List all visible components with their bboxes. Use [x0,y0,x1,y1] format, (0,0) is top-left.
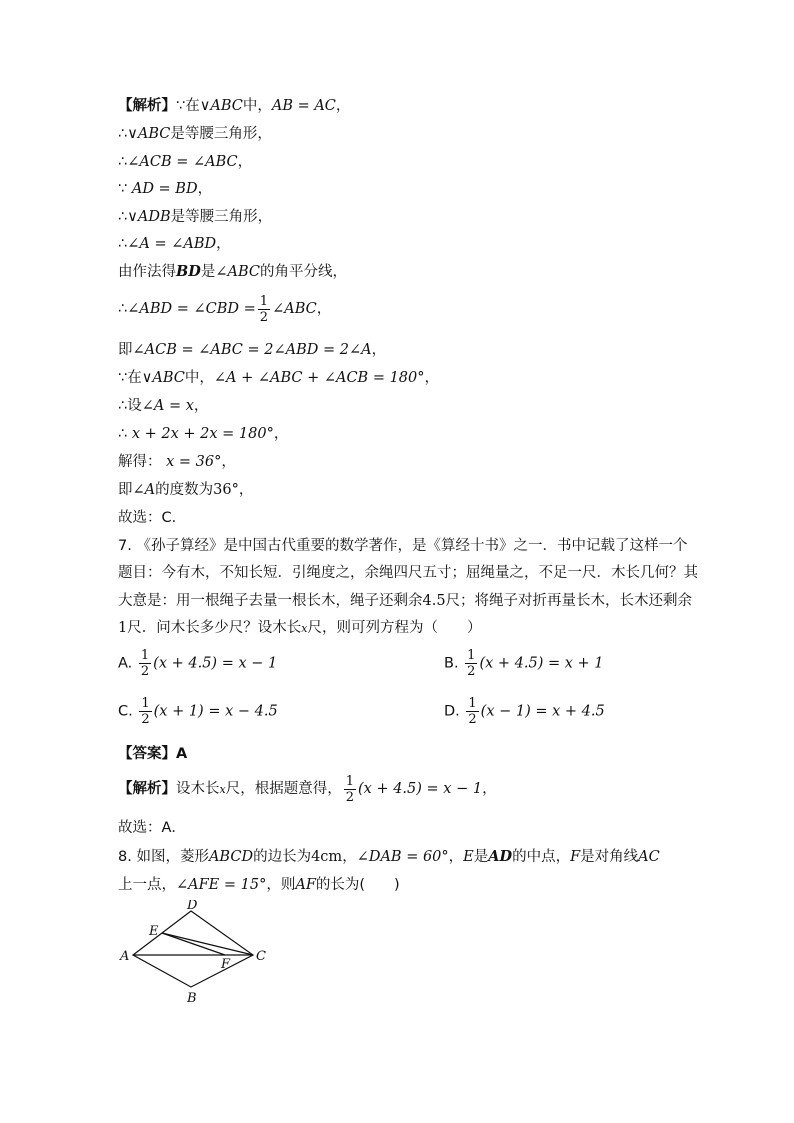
q7-solution [118,772,497,807]
solution-line-15: 故选：C． [118,510,187,526]
text: 尺；将绳子对折再量长木，长木还剩余 [445,593,693,609]
label-a: A [120,949,130,964]
math: AD [488,848,513,865]
math: ∠DAB = 60° [356,849,449,865]
numerator: 1 [140,648,150,663]
text: 的角平分线， [259,264,347,280]
text: ， [482,781,497,797]
math: AC [638,849,660,865]
text: ， [342,849,357,865]
option-label: B. [444,655,459,672]
math: (x + 4.5) = x − 1 [358,781,483,797]
option-label: D. [444,703,460,720]
text: ∵在 [118,370,142,386]
q7-answer: 【答案】A [118,746,188,762]
solution-line-3 [118,152,252,172]
text: ∴ [118,209,128,225]
option-c[interactable] [118,696,278,727]
fraction [466,696,478,727]
text: 中， [242,98,272,114]
text: 8. 如图，菱形 [118,849,209,865]
option-expr: (x − 1) = x + 4.5 [480,703,605,720]
solution-line-6 [118,234,231,254]
math: x [301,622,308,635]
text: 是 [200,264,216,280]
math: ∠ABD = ∠CBD = [127,301,256,317]
solution-line-5 [118,207,272,227]
segment-ec [162,933,253,955]
math: 1 [118,620,128,636]
math: ∠A = ∠ABD [127,236,217,252]
text: ∴ [118,126,128,142]
math: ∠AFE = 15° [176,877,267,893]
math: ∠A = x [141,398,194,414]
rhombus-figure [115,900,285,1010]
math: 36° [213,482,239,498]
math: AD = BD [131,181,198,197]
rhombus-outline [133,911,253,987]
math: 4cm [311,849,343,865]
denominator: 2 [140,664,150,679]
label-f: F [221,957,231,972]
denominator: 2 [259,309,269,325]
text: 的度数为 [155,482,214,498]
text: ， [237,154,253,170]
solution-line-9 [118,340,386,360]
denominator: 2 [345,789,354,805]
math: BD [176,263,201,280]
math: 4.5 [422,593,446,609]
text: ， [216,236,231,252]
solution-tag: 【解析】 [118,98,176,114]
math: x [219,783,226,796]
text: 中， [184,370,214,386]
text: ， [448,849,464,865]
text: ， [193,398,209,414]
text: ∴ [118,236,128,252]
option-expr: (x + 4.5) = x + 1 [479,655,604,672]
math: x = 36° [166,454,222,470]
text: 是等腰三角形， [170,126,272,142]
math: ∨ABC [199,98,243,114]
text: 是对角线 [580,849,639,865]
text: 尺，则可列方程为（ ） [307,620,482,636]
label-e: E [149,924,159,939]
math: ∠ACB = ∠ABC [127,154,238,170]
denominator: 2 [141,712,150,727]
q7-line-1: 7. 《孙子算经》是中国古代重要的数学著作，是《算经十书》之一．书中记载了这样一个 [118,538,688,554]
option-a[interactable] [118,648,277,679]
text: 尺，根据题意得， [225,781,342,797]
math: ∨ABC [141,370,185,386]
text: ∵ [118,181,128,197]
text: ， [316,301,332,317]
solution-line-2 [118,124,272,144]
solution-line-4 [118,179,212,199]
q7-choose: 故选：A． [118,820,186,836]
fraction [139,696,151,727]
text: 是等腰三角形， [170,209,273,225]
text: 由作法得 [118,264,176,280]
math: AF [295,877,316,893]
math: ∠ABC [272,301,317,317]
option-label: A. [118,655,133,672]
numerator: 1 [467,648,476,663]
text: ， [238,482,254,498]
math: ∠ABC [215,264,260,280]
text: ∴ [118,154,128,170]
text: 是 [473,849,489,865]
option-label: C. [118,703,133,720]
solution-line-7 [118,262,347,282]
text: 大意是：用一根绳子去量一根长木，绳子还剩余 [118,593,423,609]
math: x + 2x + 2x = 180° [131,426,274,442]
math: ∨ADB [127,209,171,225]
fraction [465,648,477,679]
text: ， [424,370,440,386]
solution-line-1 [118,96,350,116]
solution-line-10 [118,368,439,388]
math: E [463,849,474,865]
text: 即 [118,482,133,498]
text: ∴设 [118,398,142,414]
text: ∴ [118,301,128,317]
numerator: 1 [345,773,354,789]
solution-line-14 [118,480,253,500]
text: ， [273,426,289,442]
option-expr: (x + 1) = x − 4.5 [153,703,278,720]
math: ∠ACB = ∠ABC = 2∠ABD = 2∠A [132,342,372,358]
text: ， [197,181,213,197]
text: 的边长为 [253,849,312,865]
q7-line-3 [118,591,692,611]
solution-line-12 [118,424,288,444]
text: ， [221,454,236,470]
text: ，则 [266,877,296,893]
text: 解得： [118,454,162,470]
fraction [258,294,270,325]
option-expr: (x + 4.5) = x − 1 [153,655,278,672]
option-b[interactable] [444,648,604,679]
denominator: 2 [468,712,477,727]
text: 尺．问木长多少尺？设木长 [127,620,302,636]
solution-tag: 【解析】 [118,781,176,797]
text: ∴ [118,426,128,442]
fraction [139,648,151,679]
q8-line-1 [118,847,660,867]
q8-line-2 [118,875,400,895]
math: ABCD [208,849,254,865]
q7-line-4 [118,618,481,639]
numerator: 1 [468,696,477,711]
solution-line-8 [118,292,331,326]
text: 的长为( ) [315,877,400,893]
denominator: 2 [467,664,476,679]
text: 即 [118,342,133,358]
text: ， [335,98,351,114]
math: ∠A + ∠ABC + ∠ACB = 180° [213,370,425,386]
math: ∠A [132,482,156,498]
solution-line-11 [118,396,208,416]
math: ∨ABC [127,126,171,142]
text: ∵在 [176,98,200,114]
math: AB = AC [271,98,336,114]
text: ， [371,342,387,358]
numerator: 1 [259,293,269,309]
text: 上一点， [118,877,176,893]
solution-line-13 [118,452,236,472]
option-d[interactable] [444,696,605,727]
label-b: B [187,991,197,1006]
label-d: D [187,900,198,913]
math: F [570,849,581,865]
numerator: 1 [141,696,150,711]
label-c: C [256,949,266,964]
fraction [344,774,356,805]
text: 设木长 [176,781,220,797]
segment-ef [162,933,225,955]
q7-line-2: 题目：今有木，不知长短．引绳度之，余绳四尺五寸；屈绳量之，不足一尺．木长几何？其 [118,565,698,581]
text: 的中点， [512,849,571,865]
